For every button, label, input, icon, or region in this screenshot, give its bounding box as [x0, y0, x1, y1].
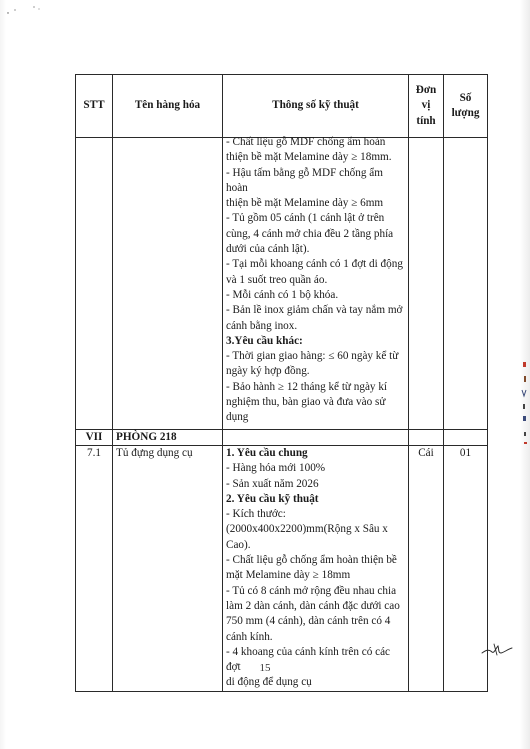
header-qty-line: Số [459, 91, 472, 104]
spec-line: dưới của cánh lật). [226, 243, 310, 256]
spec-line: - Thời gian giao hàng: ≤ 60 ngày kể từ [226, 350, 399, 363]
spec-line: cùng, 4 cánh mở chia đều 2 tầng phía [226, 227, 394, 240]
spec-line: - Chất liệu gỗ chống ẩm hoàn thiện bề [226, 554, 397, 567]
spec-line: - Mỗi cánh có 1 bộ khóa. [226, 288, 339, 301]
item-stt: 7.1 [76, 445, 113, 691]
spec-line: - Chất liệu gỗ MDF chống ẩm hoàn [226, 136, 386, 148]
item-spec [223, 445, 409, 691]
header-stt: STT [76, 75, 113, 138]
cell-stt-empty [76, 138, 113, 430]
spec-line: thiện bề mặt Melamine dày ≥ 18mm. [226, 151, 392, 164]
section-unit-empty [409, 429, 444, 445]
spec-line: - Kích thước: [226, 508, 286, 521]
spec-line: (2000x400x2200)mm(Rộng x Sâu x [226, 523, 388, 536]
header-specification: Thông số kỹ thuật [223, 75, 409, 138]
item-unit: Cái [409, 445, 444, 691]
header-unit-line: tính [416, 114, 436, 127]
spec-section-heading: 2. Yêu cầu kỹ thuật [226, 492, 319, 505]
section-number: VII [76, 429, 113, 445]
section-spec-empty [223, 429, 409, 445]
spec-line: - Sản xuất năm 2026 [226, 477, 319, 490]
spec-line: - Tủ gồm 05 cánh (1 cánh lật ở trên [226, 212, 385, 225]
spec-line: ngày ký hợp đồng. [226, 365, 310, 378]
spec-line: thiện bề mặt Melamine dày ≥ 6mm [226, 197, 384, 210]
table-header-row [76, 75, 488, 138]
spec-line: - Tủ có 8 cánh mở rộng đều nhau chia [226, 584, 397, 597]
header-unit [409, 75, 444, 138]
item-quantity: 01 [444, 445, 488, 691]
spec-section-heading: 1. Yêu cầu chung [226, 446, 308, 459]
section-qty-empty [444, 429, 488, 445]
section-title: PHÒNG 218 [113, 429, 223, 445]
spec-line: và 1 suốt treo quần áo. [226, 273, 328, 286]
spec-line: Cao). [226, 538, 251, 551]
spec-line: - Tại mỗi khoang cánh có 1 đợt di động [226, 258, 403, 271]
cell-unit-empty [409, 138, 444, 430]
cell-name-empty [113, 138, 223, 430]
spec-line: nghiệm thu, bàn giao và đưa vào sử [226, 396, 386, 409]
binding-edge-marks [517, 360, 530, 450]
header-unit-line: vị [421, 99, 431, 112]
spec-line: - Hậu tấm bằng gỗ MDF chống ẩm hoàn [226, 166, 383, 194]
spec-line: dụng [226, 411, 249, 424]
cell-spec-continued [223, 138, 409, 430]
spec-line: mặt Melamine dày ≥ 18mm [226, 569, 351, 582]
spec-line: làm 2 dàn cánh, dàn cánh đặc dưới cao [226, 599, 400, 612]
spec-section-heading: 3.Yêu cầu khác: [226, 334, 303, 347]
spec-line: - Bảo hành ≥ 12 tháng kể từ ngày kí [226, 380, 388, 393]
spec-line: - Bản lề inox giảm chấn và tay nắm mở [226, 304, 403, 317]
spec-line: cánh bằng inox. [226, 319, 298, 332]
spec-line: cánh kính. [226, 630, 273, 643]
spec-line: di động để dụng cụ [226, 676, 312, 689]
header-unit-line: Đơn [415, 84, 437, 97]
cell-qty-empty [444, 138, 488, 430]
spec-line: 750 mm (4 cánh), dàn cánh trên có 4 [226, 615, 391, 628]
table-row-item [76, 445, 488, 691]
spec-line: - Hàng hóa mới 100% [226, 462, 326, 475]
technical-spec-table [75, 74, 488, 692]
table-row-continuation [76, 138, 488, 430]
initial-signature [480, 640, 514, 660]
header-quantity [444, 75, 488, 138]
spec-line: - 4 khoang của cánh kính trên có các đợt [226, 645, 391, 674]
item-name: Tủ đựng dụng cụ [113, 445, 223, 691]
header-qty-line: lượng [451, 107, 480, 119]
table-row-section [76, 429, 488, 445]
header-item-name: Tên hàng hóa [113, 75, 223, 138]
scan-speck-marks [4, 4, 44, 18]
page-number: 15 [259, 662, 271, 674]
